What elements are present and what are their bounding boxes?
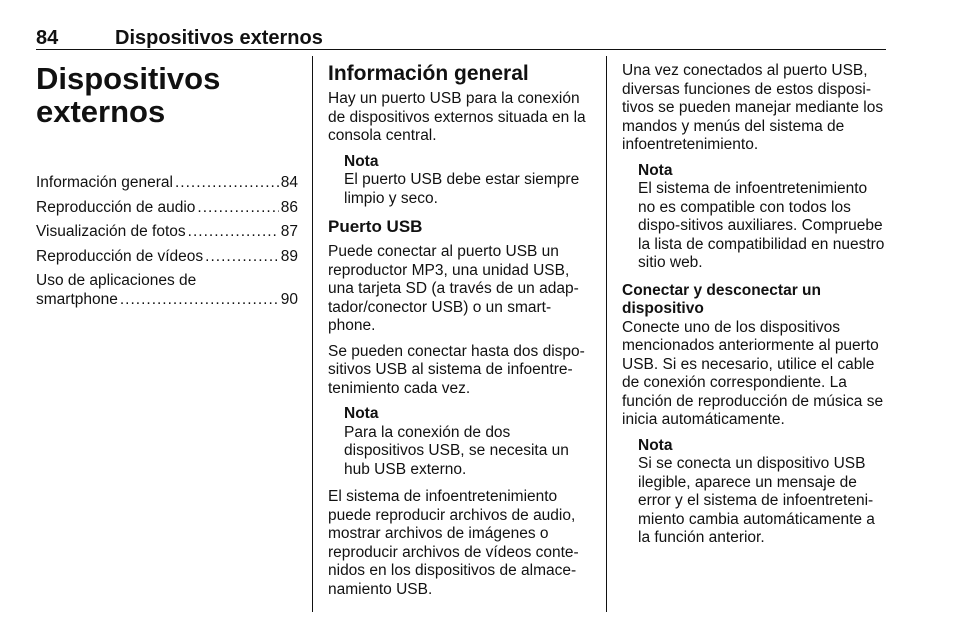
toc-leader-dots — [188, 223, 279, 242]
toc-entry[interactable] — [36, 248, 298, 267]
paragraph: Puede conectar al puerto USB un reproductor MP3, una unidad USB, una tarjeta SD (a través de un adap-tador/conector USB) o un smart-phone. — [328, 243, 579, 334]
note-text: El sistema de infoentretenimiento no es compatible con todos los dispo-sitivos auxiliares. Compruebe la lista de compatibilidad en nuestro sitio web. — [638, 180, 885, 271]
toc-entry-page: 89 — [280, 247, 298, 265]
column-1 — [36, 62, 298, 315]
toc-entry-label: Información general — [36, 174, 173, 191]
note-block — [638, 162, 888, 273]
toc-leader-dots — [175, 174, 279, 193]
note-block — [638, 437, 888, 548]
toc-entry[interactable] — [36, 223, 298, 242]
paragraph: Conecte uno de los dispositivos mencionados anteriormente al puerto USB. Si es necesario, utilice el cable de conexión correspondiente. La función de reproducción de música se inicia automáticamente. — [622, 318, 884, 428]
toc-entry-page: 84 — [280, 174, 298, 191]
toc-entry-page: 90 — [280, 290, 298, 308]
note-block — [344, 153, 592, 209]
note-text: Si se conecta un dispositivo USB ilegible, aparece un mensaje de error y el sistema de infoentreteni-miento cambia automáticamente a la función anterior. — [638, 455, 875, 546]
chapter-title — [36, 62, 298, 128]
header-rule — [36, 49, 886, 50]
paragraph: Una vez conectados al puerto USB, diversas funciones de estos disposi-tivos se pueden manejar mediante los mandos y menús del sistema de infoentretenimiento. — [622, 62, 884, 153]
toc-entry[interactable] — [36, 272, 298, 309]
toc-leader-dots — [205, 248, 279, 267]
note-block — [344, 405, 592, 479]
note-label: Nota — [638, 161, 673, 179]
column-3 — [622, 62, 888, 557]
note-text: El puerto USB debe estar siempre limpio y seco. — [344, 171, 580, 207]
subsection-heading: Puerto USB — [328, 217, 423, 236]
paragraph: El sistema de infoentretenimiento puede reproducir archivos de audio, mostrar archivos de imágenes o reproducir archivos de vídeos conte-nidos en los dispositivos de almace-namiento USB. — [328, 488, 579, 598]
subsection-heading: Conectar y desconectar un dispositivo — [622, 281, 821, 317]
toc-entry[interactable] — [36, 174, 298, 193]
toc-entry-label: Visualización de fotos — [36, 223, 186, 240]
note-label: Nota — [344, 152, 379, 170]
chapter-title-line-1: Dispositivos — [36, 61, 221, 96]
column-divider-2 — [606, 56, 607, 612]
paragraph: Hay un puerto USB para la conexión de dispositivos externos situada en la consola central. — [328, 90, 586, 144]
chapter-title-line-2: externos — [36, 94, 166, 129]
section-heading: Información general — [328, 62, 529, 85]
note-text: Para la conexión de dos dispositivos USB, se necesita un hub USB externo. — [344, 423, 569, 478]
column-2 — [328, 62, 592, 606]
toc-leader-dots — [120, 291, 279, 310]
toc-entry-label: Reproducción de audio — [36, 198, 196, 216]
toc-entry-label: smartphone — [36, 290, 118, 308]
table-of-contents — [36, 174, 298, 309]
toc-entry[interactable] — [36, 199, 298, 218]
note-label: Nota — [344, 405, 379, 422]
toc-entry-page: 87 — [280, 223, 298, 240]
paragraph: Se pueden conectar hasta dos dispo-sitivos USB al sistema de infoentre-tenimiento cada vez. — [328, 342, 585, 397]
toc-entry-page: 86 — [280, 198, 298, 216]
toc-entry-label: Reproducción de vídeos — [36, 247, 204, 265]
toc-leader-dots — [197, 199, 278, 218]
toc-entry-label-line-1: Uso de aplicaciones de — [36, 272, 197, 289]
page-number: 84 — [36, 27, 59, 49]
note-label: Nota — [638, 436, 673, 454]
column-divider-1 — [312, 56, 313, 612]
running-section-title: Dispositivos externos — [115, 27, 323, 49]
